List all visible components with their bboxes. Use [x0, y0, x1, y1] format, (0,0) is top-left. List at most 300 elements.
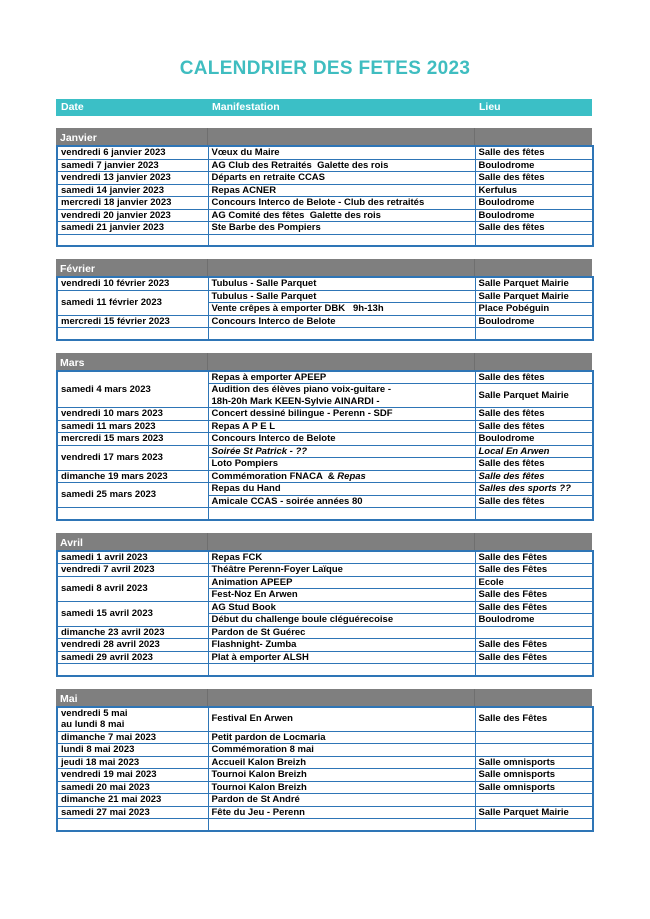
lieu-cell [475, 433, 593, 446]
cell-text: samedi 8 avril 2023 [61, 582, 148, 594]
lieu-cell [475, 651, 593, 664]
manifestation-cell [208, 172, 475, 185]
date-cell [57, 146, 208, 159]
manifestation-cell [208, 589, 475, 602]
date-cell [57, 209, 208, 222]
table-row [57, 781, 593, 794]
lieu-cell [475, 564, 593, 577]
cell-text: samedi 14 janvier 2023 [61, 184, 164, 196]
cell-text: samedi 7 janvier 2023 [61, 159, 159, 171]
date-cell [57, 626, 208, 639]
cell-text: Salle des Fêtes [478, 589, 548, 600]
cell-text: samedi 11 février 2023 [61, 296, 162, 308]
month-header [56, 353, 592, 370]
manifestation-cell [208, 769, 475, 782]
lieu-cell [475, 303, 593, 316]
cell-text: Départs en retraite CCAS [211, 172, 326, 183]
table-row [57, 172, 593, 185]
cell-text: Fest-Noz En Arwen [211, 589, 298, 600]
cell-text: vendredi 13 janvier 2023 [61, 172, 171, 183]
cell-text: Salle Parquet Mairie [478, 290, 569, 302]
table-row [57, 626, 593, 639]
cell-text: vendredi 10 mars 2023 [61, 408, 163, 419]
cell-text: Tubulus - Salle Parquet [211, 278, 317, 289]
table-row [57, 651, 593, 664]
lieu-cell [475, 707, 593, 732]
manifestation-cell [208, 290, 475, 303]
month-header-date-segment [56, 128, 207, 145]
date-cell [57, 290, 208, 315]
cell-text: Salle des Fêtes [478, 713, 548, 725]
manifestation-cell [208, 626, 475, 639]
lieu-cell [475, 756, 593, 769]
cell-text: samedi 4 mars 2023 [61, 383, 151, 395]
date-cell [57, 576, 208, 601]
table-row [57, 315, 593, 328]
lieu-cell [475, 146, 593, 159]
manifestation-cell [208, 639, 475, 652]
cell-text: Concours Interco de Belote [211, 315, 336, 327]
lieu-cell [475, 209, 593, 222]
cell-text: AG Comité des fêtes Galette des rois [211, 209, 381, 221]
lieu-cell [475, 197, 593, 210]
manifestation-cell [208, 315, 475, 328]
date-cell [57, 781, 208, 794]
lieu-cell [475, 794, 593, 807]
manifestation-cell [208, 664, 475, 676]
manifestation-cell [208, 384, 475, 408]
month-header [56, 128, 592, 145]
cell-text: au lundi 8 mai [61, 719, 125, 730]
table-row [57, 483, 593, 496]
cell-text: AG Stud Book [211, 601, 276, 613]
cell-text: Plat à emporter ALSH [211, 651, 309, 663]
table-row [57, 290, 593, 303]
table-row [57, 576, 593, 589]
lieu-cell [475, 551, 593, 564]
table-row [57, 551, 593, 564]
cell-text: Salle des fêtes [478, 458, 545, 469]
lieu-cell [475, 408, 593, 421]
lieu-cell [475, 384, 593, 408]
cell-text: Salle des Fêtes [478, 601, 548, 613]
month-header [56, 533, 592, 550]
date-cell [57, 172, 208, 185]
date-cell [57, 234, 208, 246]
cell-text: Vente crêpes à emporter DBK 9h-13h [211, 303, 384, 314]
table-row [57, 470, 593, 483]
lieu-cell [475, 445, 593, 458]
manifestation-cell [208, 408, 475, 421]
manifestation-cell [208, 794, 475, 807]
cell-text: Kerfulus [478, 184, 518, 196]
manifestation-cell [208, 614, 475, 627]
cell-text: mercredi 15 mars 2023 [61, 433, 164, 444]
lieu-cell [475, 664, 593, 676]
cell-text: Amicale CCAS - soirée années 80 [211, 495, 363, 507]
date-cell [57, 551, 208, 564]
manifestation-cell [208, 731, 475, 744]
table-row [57, 408, 593, 421]
lieu-cell [475, 819, 593, 831]
cell-text: samedi 1 avril 2023 [61, 551, 148, 563]
month-header [56, 259, 592, 276]
table-row [57, 420, 593, 433]
column-header-date: Date [61, 101, 84, 113]
cell-text: Petit pardon de Locmaria [211, 731, 326, 743]
date-cell [57, 159, 208, 172]
month-header-manifestation-segment [207, 353, 474, 370]
date-cell [57, 420, 208, 433]
month-header-manifestation-segment [207, 533, 474, 550]
cell-text: Salles des sports ?? [478, 483, 571, 494]
cell-text: Accueil Kalon Breizh [211, 756, 306, 768]
cell-text: Salle des fêtes [478, 470, 545, 482]
manifestation-cell [208, 371, 475, 384]
cell-text: mercredi 18 janvier 2023 [61, 197, 172, 208]
lieu-cell [475, 806, 593, 819]
cell-text: dimanche 7 mai 2023 [61, 731, 157, 743]
manifestation-cell [208, 601, 475, 614]
cell-text: Commémoration FNACA & [211, 470, 338, 482]
table-row [57, 184, 593, 197]
lieu-cell [475, 222, 593, 235]
table-row [57, 731, 593, 744]
cell-text: vendredi 20 janvier 2023 [61, 209, 171, 221]
table-row [57, 756, 593, 769]
manifestation-cell [208, 458, 475, 471]
month-section-janvier [56, 128, 592, 247]
manifestation-cell [208, 328, 475, 340]
cell-text: Salle des fêtes [478, 408, 545, 419]
manifestation-cell [208, 159, 475, 172]
lieu-cell [475, 769, 593, 782]
cell-text: Salle des fêtes [478, 420, 545, 432]
manifestation-cell [208, 303, 475, 316]
lieu-cell [475, 731, 593, 744]
date-cell [57, 483, 208, 508]
month-table [56, 550, 594, 677]
lieu-cell [475, 470, 593, 483]
table-row [57, 664, 593, 676]
month-header-lieu-segment [474, 353, 592, 370]
cell-text: Salle Parquet Mairie [478, 278, 569, 289]
cell-text: Tubulus - Salle Parquet [211, 290, 317, 302]
manifestation-cell [208, 277, 475, 290]
month-name: Mai [60, 692, 78, 705]
month-header-lieu-segment [474, 533, 592, 550]
cell-text: Repas ACNER [211, 184, 277, 196]
table-row [57, 564, 593, 577]
cell-text: Audition des élèves piano voix-guitare - [211, 384, 391, 395]
lieu-cell [475, 614, 593, 627]
lieu-cell [475, 458, 593, 471]
cell-text: Salle des Fêtes [478, 551, 548, 563]
cell-text: Théâtre Perenn-Foyer Laïque [211, 564, 343, 575]
lieu-cell [475, 626, 593, 639]
date-cell [57, 664, 208, 676]
cell-text: samedi 21 janvier 2023 [61, 222, 164, 233]
cell-text: samedi 25 mars 2023 [61, 489, 157, 501]
cell-text: AG Club des Retraités Galette des rois [211, 159, 389, 171]
cell-text: Boulodrome [478, 433, 535, 444]
manifestation-cell [208, 744, 475, 757]
cell-text: Commémoration 8 mai [211, 744, 314, 755]
table-row [57, 601, 593, 614]
cell-text: Salle omnisports [478, 756, 556, 768]
lieu-cell [475, 639, 593, 652]
cell-text: Début du challenge boule cléguérecoise [211, 614, 394, 625]
lieu-cell [475, 234, 593, 246]
lieu-cell [475, 601, 593, 614]
month-sections [56, 128, 592, 832]
manifestation-cell [208, 756, 475, 769]
cell-text: vendredi 5 mai [61, 707, 128, 719]
lieu-cell [475, 277, 593, 290]
lieu-cell [475, 172, 593, 185]
cell-text: Salle des Fêtes [478, 639, 548, 650]
month-section-mai [56, 689, 592, 832]
cell-text: samedi 29 avril 2023 [61, 651, 153, 663]
cell-text: Tournoi Kalon Breizh [211, 781, 307, 793]
table-row [57, 371, 593, 384]
table-row [57, 508, 593, 520]
manifestation-cell [208, 495, 475, 508]
table-row [57, 639, 593, 652]
cell-text: Concert dessiné bilingue - Perenn - SDF [211, 408, 393, 419]
cell-text: Concours Interco de Belote [211, 433, 336, 444]
lieu-cell [475, 159, 593, 172]
date-cell [57, 408, 208, 421]
lieu-cell [475, 290, 593, 303]
cell-text: Salle Parquet Mairie [478, 806, 569, 818]
cell-text: Salle omnisports [478, 769, 556, 780]
cell-text: Repas du Hand [211, 483, 281, 494]
date-cell [57, 445, 208, 470]
cell-text: Soirée St Patrick - ?? [211, 445, 308, 457]
date-cell [57, 222, 208, 235]
date-cell [57, 639, 208, 652]
month-name: Février [60, 263, 96, 275]
cell-text: Repas A P E L [211, 420, 276, 432]
cell-text: dimanche 19 mars 2023 [61, 470, 168, 482]
lieu-cell [475, 781, 593, 794]
month-header-lieu-segment [474, 689, 592, 706]
cell-text: Ste Barbe des Pompiers [211, 222, 321, 233]
month-table [56, 706, 594, 832]
month-header-date-segment [56, 353, 207, 370]
table-row [57, 146, 593, 159]
date-cell [57, 328, 208, 340]
cell-text: Animation APEEP [211, 576, 293, 588]
month-header-manifestation-segment [207, 689, 474, 706]
month-header-manifestation-segment [207, 128, 474, 145]
cell-text: Festival En Arwen [211, 713, 293, 725]
cell-text: Pardon de St André [211, 794, 300, 805]
cell-text: vendredi 28 avril 2023 [61, 639, 160, 650]
table-row [57, 277, 593, 290]
cell-text: Boulodrome [478, 614, 535, 625]
cell-text: vendredi 6 janvier 2023 [61, 147, 166, 158]
month-table [56, 370, 594, 521]
table-row [57, 433, 593, 446]
cell-text: Salle des Fêtes [478, 564, 548, 575]
date-cell [57, 744, 208, 757]
manifestation-cell [208, 576, 475, 589]
table-row [57, 744, 593, 757]
date-cell [57, 277, 208, 290]
lieu-cell [475, 420, 593, 433]
table-row [57, 197, 593, 210]
manifestation-cell [208, 707, 475, 732]
cell-text: Loto Pompiers [211, 458, 279, 469]
cell-text: Salle des fêtes [478, 147, 545, 158]
cell-text: Salle des fêtes [478, 222, 545, 233]
date-cell [57, 197, 208, 210]
page-title: CALENDRIER DES FETES 2023 [179, 58, 471, 79]
cell-text: Salle Parquet Mairie [478, 389, 569, 401]
cell-text: vendredi 17 mars 2023 [61, 451, 163, 463]
column-header-manifestation: Manifestation [212, 101, 280, 113]
cell-text: Flashnight- Zumba [211, 639, 297, 650]
table-row [57, 806, 593, 819]
cell-text: samedi 20 mai 2023 [61, 781, 150, 793]
manifestation-cell [208, 222, 475, 235]
date-cell [57, 794, 208, 807]
date-cell [57, 769, 208, 782]
date-cell [57, 651, 208, 664]
date-cell [57, 819, 208, 831]
month-header-date-segment [56, 533, 207, 550]
cell-text: Salle des Fêtes [478, 651, 548, 663]
month-header-date-segment [56, 259, 207, 276]
manifestation-cell [208, 146, 475, 159]
calendar-content [56, 99, 592, 832]
cell-text: Ecole [478, 576, 504, 588]
manifestation-cell [208, 483, 475, 496]
manifestation-cell [208, 445, 475, 458]
table-row [57, 819, 593, 831]
manifestation-cell [208, 806, 475, 819]
lieu-cell [475, 483, 593, 496]
table-row [57, 794, 593, 807]
cell-text: jeudi 18 mai 2023 [61, 756, 140, 768]
month-section-fevrier [56, 259, 592, 341]
table-row [57, 445, 593, 458]
manifestation-cell [208, 197, 475, 210]
lieu-cell [475, 315, 593, 328]
month-name: Janvier [60, 132, 97, 144]
cell-text: Repas [337, 470, 366, 482]
manifestation-cell [208, 508, 475, 520]
cell-text: Fête du Jeu - Perenn [211, 806, 305, 818]
month-header-lieu-segment [474, 128, 592, 145]
lieu-cell [475, 744, 593, 757]
date-cell [57, 806, 208, 819]
cell-text: Boulodrome [478, 315, 535, 327]
lieu-cell [475, 184, 593, 197]
lieu-cell [475, 328, 593, 340]
manifestation-cell [208, 819, 475, 831]
manifestation-cell [208, 420, 475, 433]
month-header [56, 689, 592, 706]
lieu-cell [475, 495, 593, 508]
cell-text: Tournoi Kalon Breizh [211, 769, 307, 780]
cell-text: vendredi 19 mai 2023 [61, 769, 157, 780]
lieu-cell [475, 589, 593, 602]
date-cell [57, 315, 208, 328]
date-cell [57, 707, 208, 732]
cell-text: 18h-20h Mark KEEN-Sylvie AINARDI - [211, 395, 380, 407]
month-section-avril [56, 533, 592, 677]
cell-text: Boulodrome [478, 159, 535, 171]
manifestation-cell [208, 433, 475, 446]
month-header-manifestation-segment [207, 259, 474, 276]
date-cell [57, 601, 208, 626]
cell-text: Vœux du Maire [211, 147, 280, 158]
date-cell [57, 371, 208, 408]
month-table [56, 145, 594, 247]
cell-text: samedi 27 mai 2023 [61, 806, 150, 818]
table-row [57, 159, 593, 172]
column-header-lieu: Lieu [479, 101, 501, 113]
cell-text: vendredi 7 avril 2023 [61, 564, 155, 575]
cell-text: Pardon de St Guérec [211, 626, 306, 638]
table-row [57, 328, 593, 340]
cell-text: dimanche 23 avril 2023 [61, 626, 165, 638]
date-cell [57, 564, 208, 577]
cell-text: Repas à emporter APEEP [211, 371, 327, 383]
date-cell [57, 756, 208, 769]
cell-text: samedi 11 mars 2023 [61, 420, 156, 432]
table-row [57, 234, 593, 246]
manifestation-cell [208, 551, 475, 564]
lieu-cell [475, 576, 593, 589]
lieu-cell [475, 371, 593, 384]
month-name: Avril [60, 536, 83, 549]
manifestation-cell [208, 564, 475, 577]
cell-text: Boulodrome [478, 197, 535, 208]
manifestation-cell [208, 184, 475, 197]
cell-text: Salle omnisports [478, 781, 556, 793]
month-table [56, 276, 594, 341]
cell-text: lundi 8 mai 2023 [61, 744, 135, 755]
manifestation-cell [208, 781, 475, 794]
lieu-cell [475, 508, 593, 520]
table-row [57, 707, 593, 732]
cell-text: Concours Interco de Belote - Club des retraités [211, 197, 425, 208]
cell-text: Salle des fêtes [478, 371, 545, 383]
cell-text: Local En Arwen [478, 445, 550, 457]
manifestation-cell [208, 651, 475, 664]
cell-text: vendredi 10 février 2023 [61, 278, 170, 289]
cell-text: Place Pobéguin [478, 303, 550, 314]
cell-text: Salle des fêtes [478, 495, 545, 507]
column-header-row [56, 99, 592, 116]
date-cell [57, 508, 208, 520]
date-cell [57, 470, 208, 483]
cell-text: Boulodrome [478, 209, 535, 221]
date-cell [57, 731, 208, 744]
cell-text: mercredi 15 février 2023 [61, 315, 170, 327]
table-row [57, 222, 593, 235]
month-name: Mars [60, 356, 85, 369]
table-row [57, 209, 593, 222]
table-row [57, 769, 593, 782]
month-header-lieu-segment [474, 259, 592, 276]
cell-text: samedi 15 avril 2023 [61, 607, 153, 619]
manifestation-cell [208, 209, 475, 222]
